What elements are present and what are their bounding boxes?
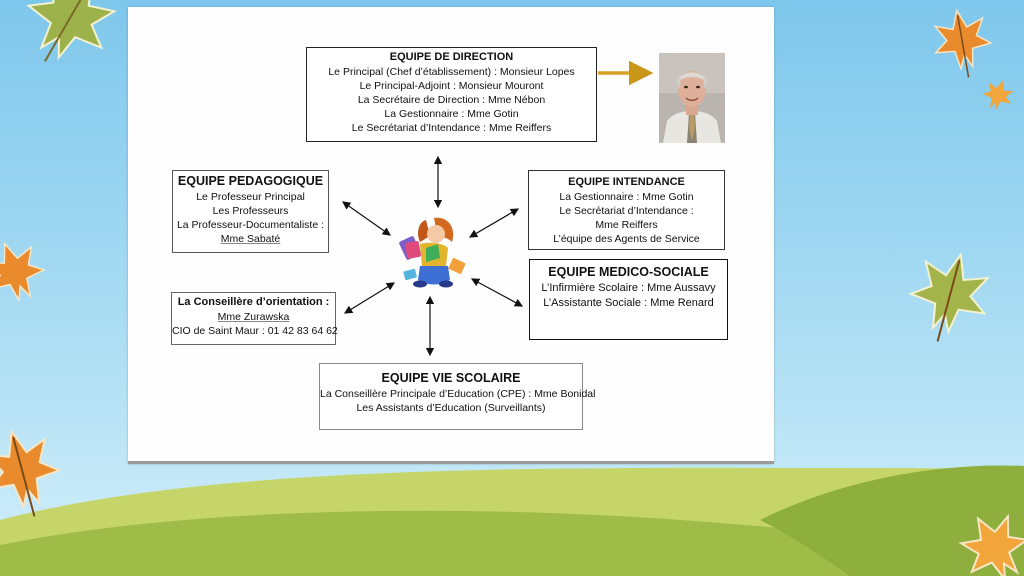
vie-scolaire-line: La Conseillère Principale d’Education (CPE) : Mme Bonidal (320, 388, 596, 400)
equipe-pedagogique-box (172, 170, 329, 253)
arrow-center-conseillere (345, 283, 394, 313)
pedagogique-line: Mme Sabaté (220, 233, 281, 245)
principal-photo (659, 53, 725, 143)
equipe-intendance-box (528, 170, 725, 250)
arrow-center-medico (472, 279, 522, 306)
direction-line: La Secrétaire de Direction : Mme Nébon (357, 94, 546, 106)
equipe-vie-scolaire-title: EQUIPE VIE SCOLAIRE (381, 371, 521, 385)
direction-line: Le Secrétariat d’Intendance : Mme Reiffers (351, 122, 552, 134)
vie-scolaire-line: Les Assistants d’Education (Surveillants) (356, 402, 546, 414)
leaf-icon (0, 234, 51, 308)
conseillere-orientation-title: La Conseillère d’orientation : (177, 296, 330, 308)
equipe-medico-sociale-title: EQUIPE MEDICO-SOCIALE (548, 265, 709, 279)
pedagogique-line: Les Professeurs (212, 205, 289, 217)
medico-line: L’Assistante Sociale : Mme Renard (543, 297, 714, 309)
student-with-books-icon (390, 212, 470, 292)
direction-line: Le Principal (Chef d’établissement) : Monsieur Lopes (328, 66, 575, 78)
intendance-line: Mme Reiffers (595, 219, 658, 231)
arrow-center-pedagogique (343, 202, 390, 235)
conseillere-line: CIO de Saint Maur : 01 42 83 64 62 (172, 325, 338, 337)
pedagogique-line: Le Professeur Principal (196, 191, 305, 203)
org-chart-slide (128, 7, 774, 464)
leaf-icon (929, 6, 996, 83)
arrow-center-intendance (470, 209, 518, 237)
direction-line: Le Principal-Adjoint : Monsieur Mouront (359, 80, 544, 92)
leaf-icon (901, 245, 998, 352)
equipe-direction-box (306, 47, 597, 142)
intendance-line: La Gestionnaire : Mme Gotin (559, 191, 694, 203)
equipe-vie-scolaire-box (319, 363, 596, 430)
equipe-pedagogique-title: EQUIPE PEDAGOGIQUE (177, 174, 324, 188)
intendance-line: L’équipe des Agents de Service (553, 233, 700, 245)
pedagogique-line: La Professeur-Documentaliste : (176, 219, 325, 231)
equipe-intendance-title: EQUIPE INTENDANCE (568, 176, 685, 188)
direction-line: La Gestionnaire : Mme Gotin (384, 108, 519, 120)
equipe-medico-sociale-box (529, 259, 728, 340)
conseillere-orientation-box (171, 292, 336, 345)
conseillere-line: Mme Zurawska (217, 311, 290, 323)
medico-line: L’Infirmière Scolaire : Mme Aussavy (541, 282, 716, 294)
leaf-icon (979, 75, 1018, 114)
equipe-direction-title: EQUIPE DE DIRECTION (389, 51, 514, 63)
leaf-icon (9, 0, 129, 82)
intendance-line: Le Secrétariat d’Intendance : (559, 205, 694, 217)
